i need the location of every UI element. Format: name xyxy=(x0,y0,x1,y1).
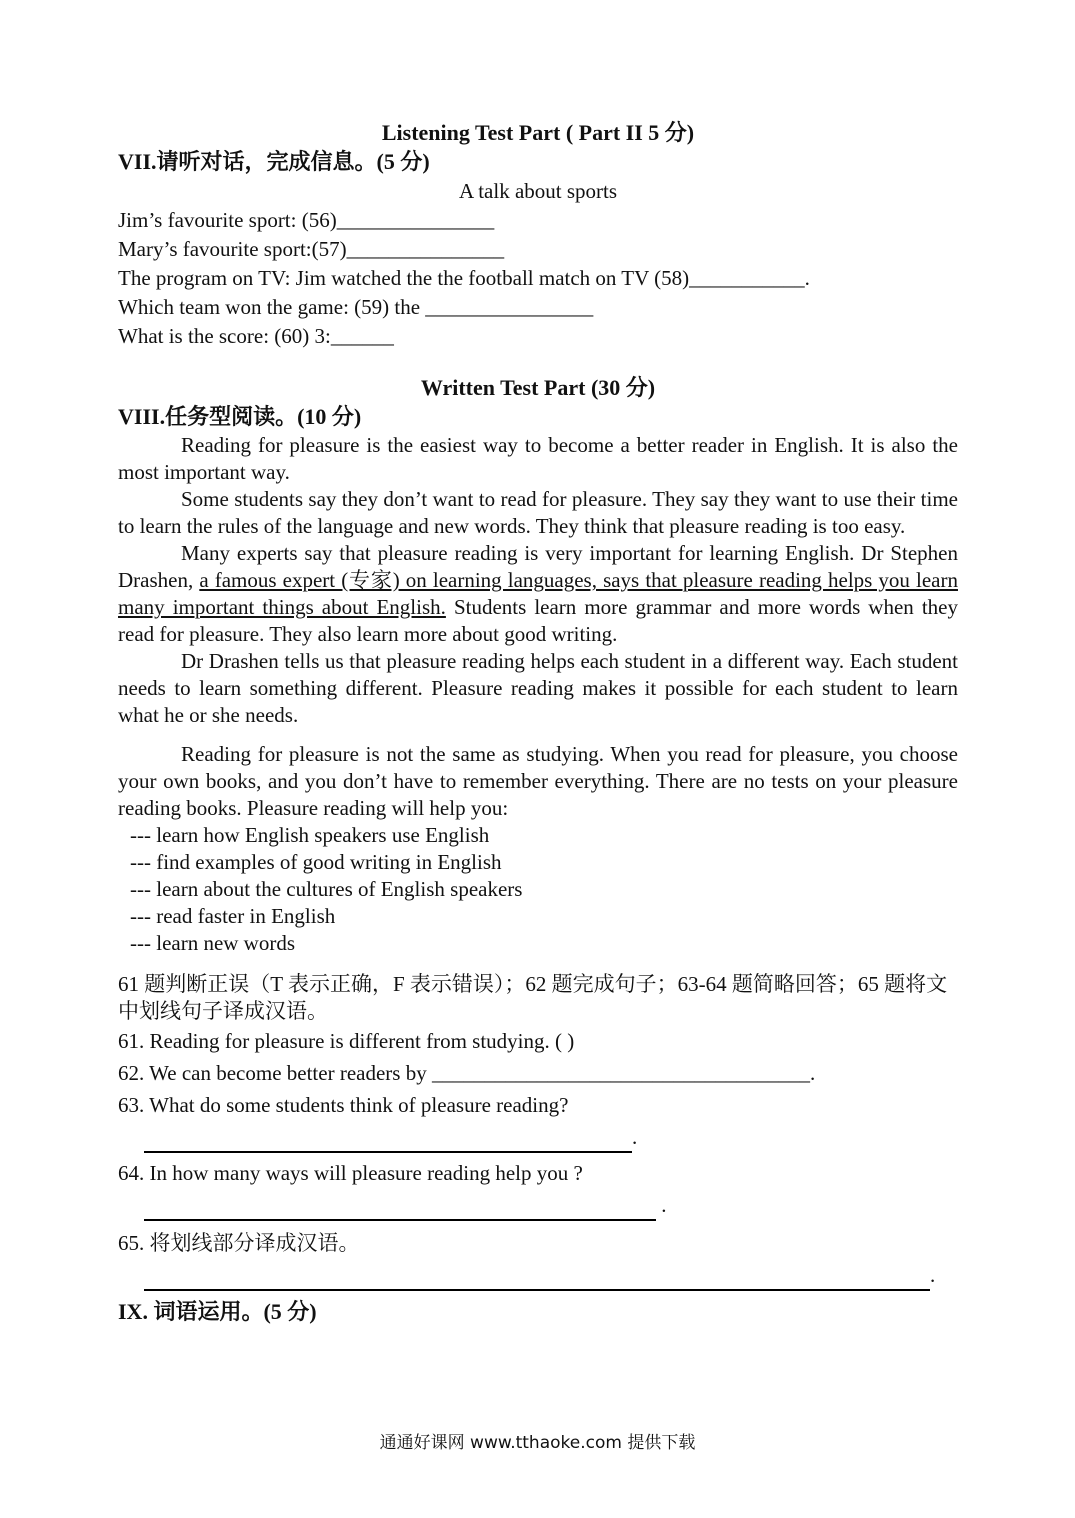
list-item: --- read faster in English xyxy=(130,904,336,928)
question-62: 62. We can become better readers by ____________________________________. xyxy=(118,1061,816,1085)
question-61: 61. Reading for pleasure is different from studying. ( ) xyxy=(118,1029,575,1053)
paragraph-3 xyxy=(118,540,958,648)
listening-line-60: What is the score: (60) 3:______ xyxy=(118,324,394,348)
list-item: --- learn how English speakers use English xyxy=(130,823,490,847)
paragraph-1: Reading for pleasure is the easiest way to become a better reader in English. It is also the most important way. xyxy=(118,433,958,484)
section-ix-heading: IX. 词语运用。(5 分) xyxy=(118,1299,317,1324)
question-63: 63. What do some students think of pleasure reading? xyxy=(118,1093,569,1117)
exam-page xyxy=(118,118,958,1327)
paragraph-4: Dr Drashen tells us that pleasure reading helps each student in a different way. Each student needs to learn something different. Pleasure reading makes it possible for each student to learn what he or she needs. xyxy=(118,649,958,727)
question-64: 64. In how many ways will pleasure reading help you ? xyxy=(118,1161,583,1185)
question-65: 65. 将划线部分译成汉语。 xyxy=(118,1231,360,1255)
listening-line-59: Which team won the game: (59) the ________________ xyxy=(118,295,594,319)
list-item: --- learn about the cultures of English speakers xyxy=(130,877,523,901)
listening-line-56: Jim’s favourite sport: (56)_______________ xyxy=(118,208,495,232)
listening-line-58: The program on TV: Jim watched the the football match on TV (58)___________. xyxy=(118,266,810,290)
section-vii-heading: VII.请听对话，完成信息。(5 分) xyxy=(118,149,430,174)
listening-subtitle: A talk about sports xyxy=(458,179,618,203)
list-item: --- learn new words xyxy=(130,931,296,955)
page-footer: 通通好课网 www.tthaoke.com 提供下载 xyxy=(379,1433,696,1453)
task-instructions: 61 题判断正误（T 表示正确，F 表示错误）；62 题完成句子；63-64 题简略回答；65 题将文中划线句子译成汉语。 xyxy=(118,972,948,1023)
answer-65-line[interactable]: . xyxy=(118,1259,958,1293)
paragraph-5: Reading for pleasure is not the same as studying. When you read for pleasure, you choose your own books, and you don’t have to remember everything. There are no tests on your pleasure reading books. Pleasure reading will help you: xyxy=(118,742,958,820)
listening-line-57: Mary’s favourite sport:(57)_______________ xyxy=(118,237,505,261)
written-title: Written Test Part (30 分) xyxy=(420,375,656,400)
paragraph-3-start: Many experts say that pleasure reading is very important for learning English. Dr Stephen Drashen, xyxy=(118,541,958,592)
paragraph-3-end: Students learn more grammar and more words when they read for pleasure. They also learn more about good writing. xyxy=(118,595,958,646)
answer-63-line[interactable]: . xyxy=(118,1121,958,1155)
answer-64-line[interactable]: . xyxy=(118,1189,958,1223)
section-viii-heading: VIII.任务型阅读。(10 分) xyxy=(118,404,362,429)
paragraph-2: Some students say they don’t want to read for pleasure. They say they want to use their time to learn the rules of the language and new words. They think that pleasure reading is too easy. xyxy=(118,487,958,538)
benefit-list xyxy=(118,822,958,957)
underlined-sentence: a famous expert (专家) on learning languages, says that pleasure reading helps you learn many important things about English. xyxy=(118,568,958,619)
listening-title: Listening Test Part ( Part II 5 分) xyxy=(381,120,695,145)
list-item: --- find examples of good writing in English xyxy=(130,850,502,874)
